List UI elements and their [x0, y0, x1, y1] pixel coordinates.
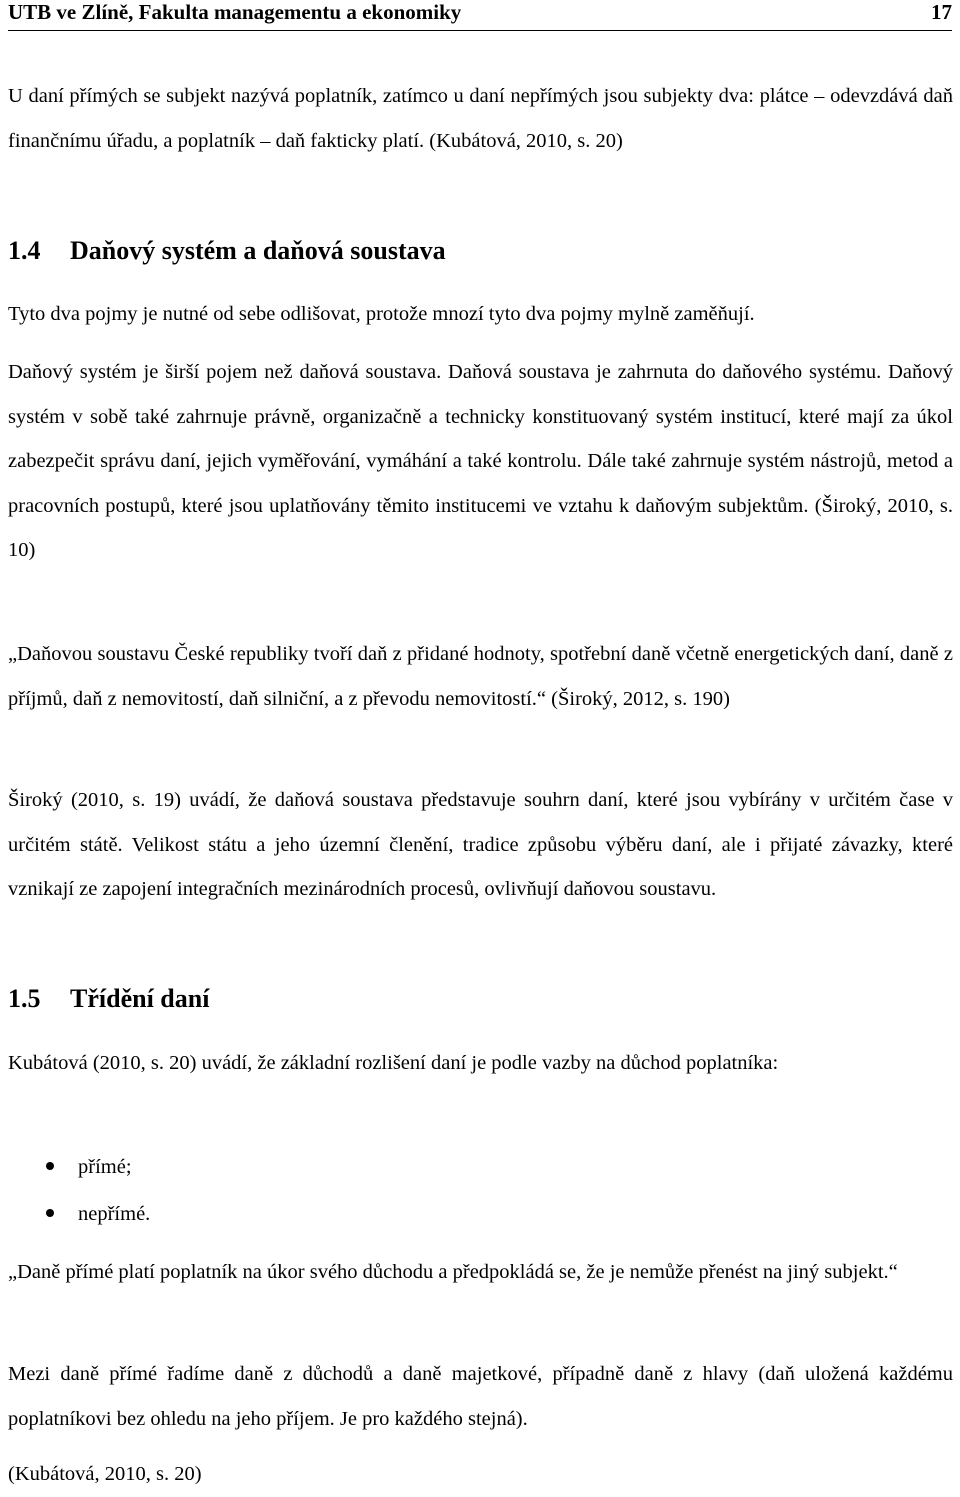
- section-title: Daňový systém a daňová soustava: [70, 236, 446, 265]
- section-number: 1.5: [8, 984, 41, 1013]
- section-heading-1-5: [8, 984, 209, 1014]
- paragraph-quote-direct-taxes: „Daně přímé platí poplatník na úkor svého důchodu a předpokládá se, že je nemůže přenést na jiný subjekt.“: [8, 1261, 898, 1283]
- page-number: 17: [931, 0, 952, 24]
- paragraph-siroky: Široký (2010, s. 19) uvádí, že daňová soustava představuje souhrn daní, které jsou vybírány v určitém čase v určitém státě. Velikost státu a jeho územní členění, tradice způsobu výběru daní, ale i přijaté závazky, které vznikají ze zapojení integračních mezinárodních procesů, ovlivňují daňovou soustavu.: [8, 789, 953, 900]
- section-heading-1-4: [8, 236, 446, 266]
- list-item: [46, 1152, 132, 1182]
- bullet-icon: [46, 1162, 54, 1170]
- paragraph-kubatova: Kubátová (2010, s. 20) uvádí, že základní rozlišení daní je podle vazby na důchod poplatníka:: [8, 1052, 779, 1074]
- list-item: [46, 1199, 150, 1229]
- paragraph-distinction: Tyto dva pojmy je nutné od sebe odlišovat, protože mnozí tyto dva pojmy mylně zaměňují.: [8, 303, 755, 325]
- section-number: 1.4: [8, 236, 41, 265]
- bullet-icon: [46, 1209, 54, 1217]
- paragraph-citation: (Kubátová, 2010, s. 20): [8, 1463, 202, 1485]
- section-title: Třídění daní: [70, 984, 210, 1013]
- paragraph-tax-system: Daňový systém je širší pojem než daňová soustava. Daňová soustava je zahrnuta do daňového systému. Daňový systém v sobě také zahrnuje právně, organizačně a technicky konstituovaný systém institucí, které mají za úkol zabezpečit správu daní, jejich vyměřování, vymáhání a také kontrolu. Dále také zahrnuje systém nástrojů, metod a pracovních postupů, které jsou uplatňovány těmito institucemi ve vztahu k daňovým subjektům. (Široký, 2010, s. 10): [8, 361, 953, 561]
- header-title: UTB ve Zlíně, Fakulta managementu a ekonomiky: [8, 0, 462, 24]
- paragraph-direct-taxes-types: Mezi daně přímé řadíme daně z důchodů a daně majetkové, případně daně z hlavy (daň uložená každému poplatníkovi bez ohledu na jeho příjem. Je pro každého stejná).: [8, 1363, 953, 1430]
- running-header: [8, 0, 952, 31]
- paragraph-quote-tax-structure: „Daňovou soustavu České republiky tvoří daň z přidané hodnoty, spotřební daně včetně energetických daní, daně z příjmů, daň z nemovitostí, daň silniční, a z převodu nemovitostí.“ (Široký, 2012, s. 190): [8, 643, 953, 710]
- paragraph-subjects: U daní přímých se subjekt nazývá poplatník, zatímco u daní nepřímých jsou subjekty dva: plátce – odevzdává daň finančnímu úřadu, a poplatník – daň fakticky platí. (Kubátová, 2010, s. 20): [8, 85, 953, 152]
- list-item-label: přímé;: [78, 1156, 132, 1178]
- list-item-label: nepřímé.: [78, 1203, 151, 1225]
